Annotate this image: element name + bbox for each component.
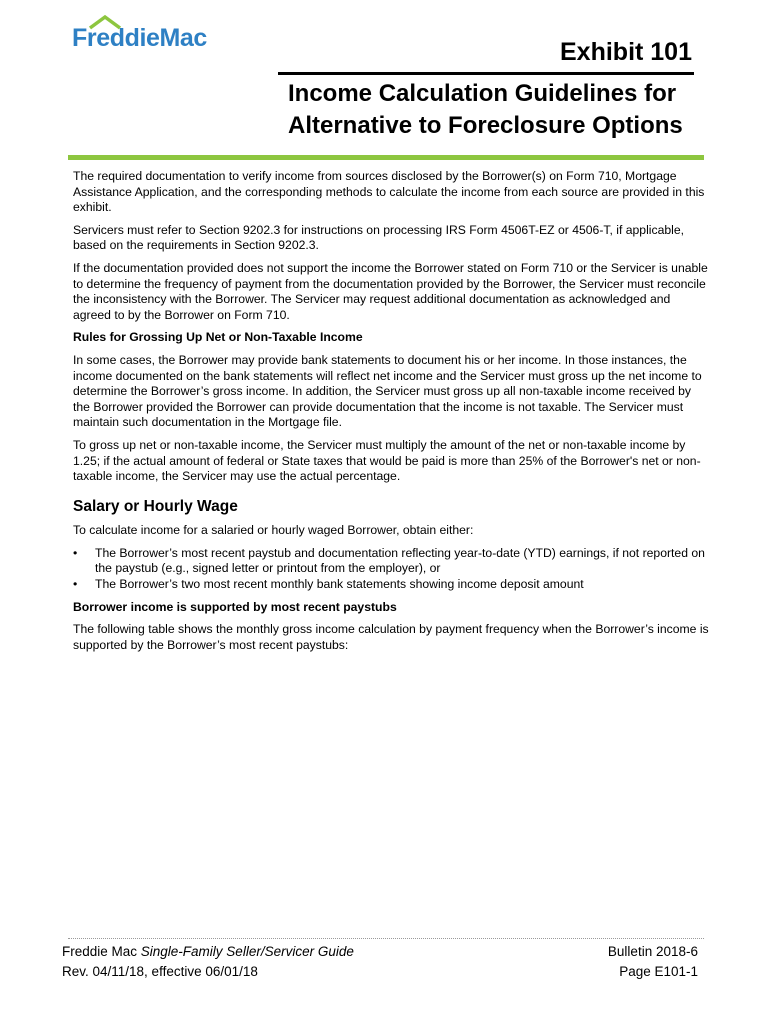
- footer-right: [608, 942, 698, 982]
- bullet-icon: •: [73, 577, 78, 592]
- list-item-text: The Borrower’s most recent paystub and documentation reflecting year-to-date (YTD) earnings, if not reported on the paystub (e.g., signed letter or printout from the employer), or: [95, 545, 705, 576]
- paragraph: To gross up net or non-taxable income, the Servicer must multiply the amount of the net or non-taxable income by 1.25; if the actual amount of federal or State taxes that would be paid is more than 25% of the Borrower's net or non-taxable income, the Servicer may use the actual percentage.: [73, 437, 701, 484]
- document-title: [288, 78, 708, 142]
- subheading-grossing-up: Rules for Grossing Up Net or Non-Taxable Income: [73, 330, 363, 345]
- paragraph: In some cases, the Borrower may provide bank statements to document his or her income. In those instances, the income documented on the bank statements will reflect net income and the Servicer must gross up the net income to determine the Borrower’s gross income. In addition, the Servicer must gross up all non-taxable income received by the Borrower provided the Borrower can provide documentation that the income is not taxable. The Servicer must maintain such documentation in the Mortgage file.: [73, 352, 702, 430]
- paragraph: The required documentation to verify income from sources disclosed by the Borrower(s) on Form 710, Mortgage Assistance Application, and the corresponding methods to calculate the income from each source are provided in this exhibit.: [73, 169, 705, 215]
- header-divider: [68, 155, 704, 160]
- logo-wordmark: FreddieMac: [72, 24, 207, 52]
- paragraph: The following table shows the monthly gross income calculation by payment frequency when the Borrower’s income is supported by the Borrower’s most recent paystubs:: [73, 622, 709, 652]
- footer-revision: Rev. 04/11/18, effective 06/01/18: [62, 964, 258, 979]
- footer-divider: [68, 938, 704, 939]
- title-line-1: Income Calculation Guidelines for: [288, 80, 677, 107]
- title-line-2: Alternative to Foreclosure Options: [288, 112, 683, 139]
- paragraph: If the documentation provided does not support the income the Borrower stated on Form 710 or the Servicer is unable to determine the frequency of payment from the documentation provided by the Borrower, the Servicer must reconcile the inconsistency with the Borrower. The Servicer may request additional documentation as acknowledged and agreed to by the Borrower on Form 710.: [73, 260, 708, 322]
- list-item-text: The Borrower’s two most recent monthly bank statements showing income deposit amount: [95, 577, 584, 592]
- bullet-icon: •: [73, 545, 78, 560]
- subheading-paystubs: Borrower income is supported by most recent paystubs: [73, 599, 397, 614]
- paragraph: Servicers must refer to Section 9202.3 for instructions on processing IRS Form 4506T-EZ or 4506-T, if applicable, based on the requirements in Section 9202.3.: [73, 222, 685, 253]
- exhibit-number: Exhibit 101: [560, 38, 692, 66]
- title-divider: [278, 72, 694, 75]
- freddie-mac-logo: [72, 14, 222, 54]
- section-heading-salary: Salary or Hourly Wage: [73, 497, 238, 515]
- bullet-list: [73, 546, 709, 593]
- list-item: [73, 546, 709, 577]
- footer-guide-name: Freddie Mac Single-Family Seller/Servicer Guide: [62, 944, 354, 959]
- footer-bulletin: Bulletin 2018-6: [607, 944, 698, 959]
- footer-page-number: Page E101-1: [619, 964, 698, 979]
- list-item: [73, 577, 709, 593]
- paragraph: To calculate income for a salaried or hourly waged Borrower, obtain either:: [73, 523, 474, 538]
- document-body: [73, 169, 709, 660]
- footer-left: [62, 942, 354, 982]
